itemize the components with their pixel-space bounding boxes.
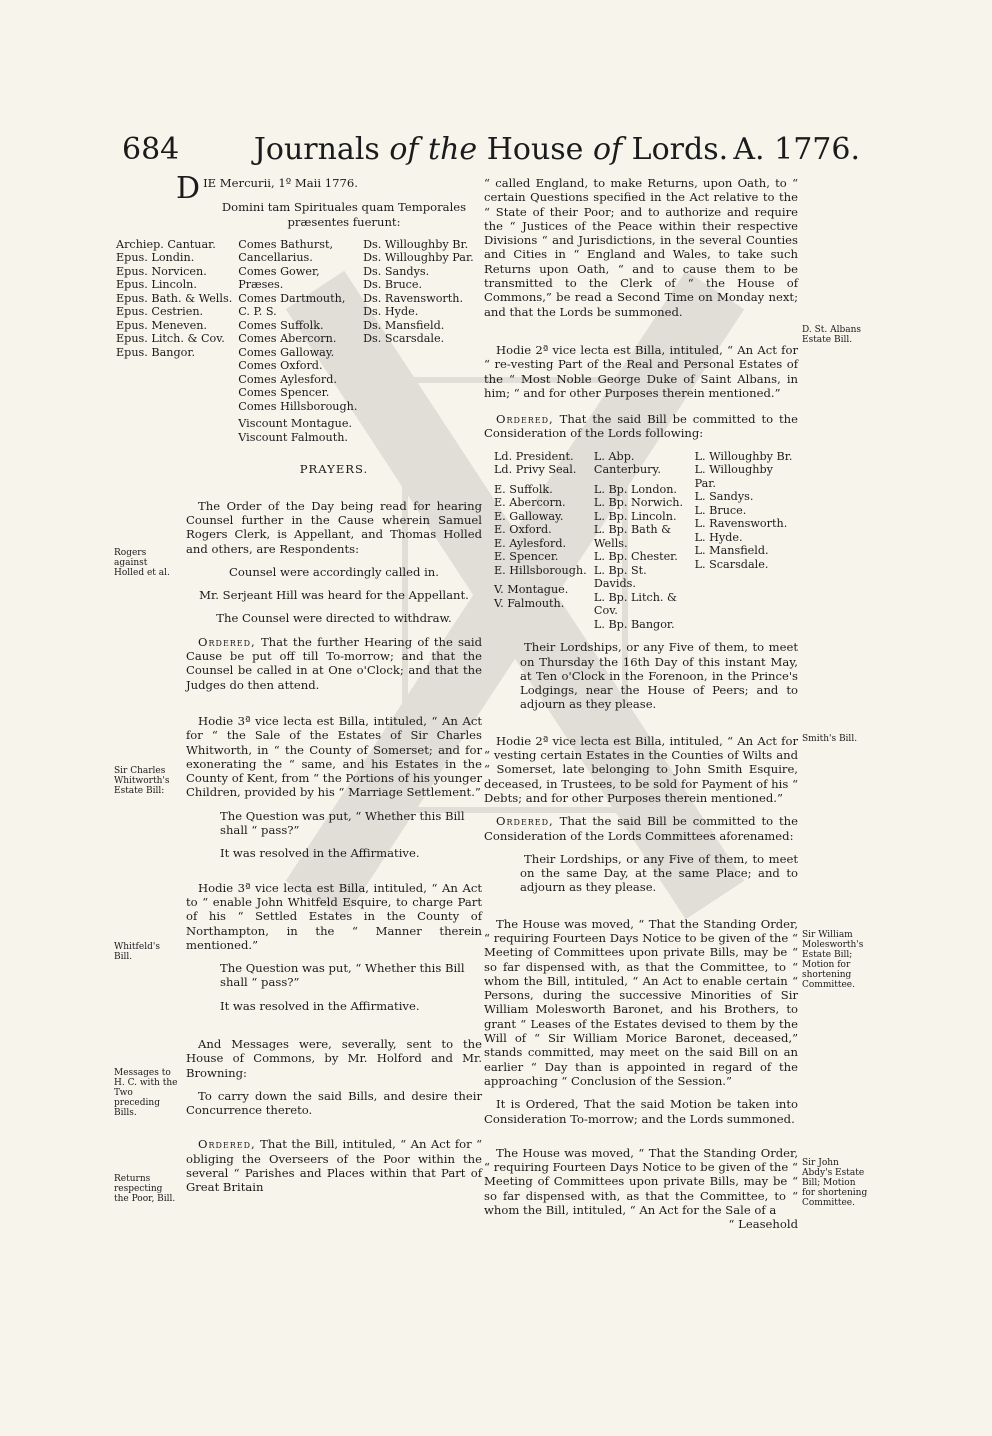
- margin-note: Messages to H. C. with the Two preceding Bills.: [114, 1068, 178, 1118]
- catchword: “ Leasehold: [728, 1217, 798, 1232]
- paragraph: And Messages were, severally, sent to the House of Commons, by Mr. Holford and Mr. Browning:: [186, 1037, 482, 1080]
- paragraph: Hodie 2ª vice lecta est Billa, intituled, “ An Act for “ vesting certain Estates in the Counties of Wilts and “ Somerset, late belonging to John Smith Esquire, deceased, in Trustees, to be sold for Payment of his “ Debts; and for other Purposes therein mentioned.”: [484, 733, 798, 805]
- date-line: IE Mercurii, 1º Maii 1776.: [203, 176, 358, 190]
- paragraph: The Counsel were directed to withdraw.: [216, 611, 452, 626]
- running-header: [122, 132, 860, 172]
- paragraph: Ordered, That the Bill, intituled, “ An Act for “ obliging the Overseers of the Poor within the several “ Parishes and Places within that Part of Great Britain: [186, 1137, 482, 1195]
- paragraph: Hodie 2ª vice lecta est Billa, intituled, “ An Act for “ re-vesting Part of the Real and Personal Estates of the “ Most Noble George Duke of Saint Albans, in him; “ and for other Purposes therein mentioned.”: [484, 342, 798, 400]
- paragraph: Counsel were accordingly called in.: [229, 564, 439, 579]
- paragraph: Their Lordships, or any Five of them, to meet on the same Day, at the same Place; and to adjourn as they please.: [520, 851, 798, 895]
- paragraph: The Order of the Day being read for hearing Counsel further in the Cause wherein Samuel Rogers Clerk, is Appellant, and Thomas Holled and others, are Respondents:: [186, 498, 482, 556]
- paragraph: Ordered, That the said Bill be committed to the Consideration of the Lords Committees aforenamed:: [484, 814, 798, 843]
- margin-note: D. St. Albans Estate Bill.: [802, 325, 862, 345]
- margin-note: Sir William Molesworth's Estate Bill; Motion for shortening Committee.: [802, 930, 864, 990]
- paragraph: It was resolved in the Affirmative.: [220, 846, 420, 861]
- margin-note: Sir Charles Whitworth's Estate Bill:: [114, 766, 170, 796]
- paragraph: Ordered, That the said Bill be committed to the Consideration of the Lords following:: [484, 412, 798, 441]
- paragraph: To carry down the said Bills, and desire their Concurrence thereto.: [186, 1088, 482, 1118]
- paragraph: The House was moved, “ That the Standing Order, “ requiring Fourteen Days Notice to be given of the “ Meeting of Committees upon private Bills, may be “ so far dispensed with, as that the Committee, to “ whom the Bill, intituled, “ An Act to enable certain “ Persons, during the successive Minorities of Sir William Molesworth Baronet, and his Brothers, to grant “ Leases of the Estates devised to them by the Will of “ Sir William Morice Baronet, deceased,” stands committed, may meet on the said Bill on an earlier “ Day than is appointed in regard of the approaching “ Conclusion of the Session.”: [484, 916, 798, 1088]
- paragraph: The Question was put, “ Whether this Bill shall “ pass?”: [220, 808, 465, 838]
- present-heading: Domini tam Spirituales quam Temporales præsentes fuerunt:: [221, 200, 467, 229]
- paragraph: It is Ordered, That the said Motion be taken into Consideration To-morrow; and the Lords summoned.: [484, 1097, 799, 1126]
- year: A. 1776.: [733, 132, 860, 167]
- lords-present-table: Archiep. Cantuar. Epus. Londin. Epus. Norvicen. Epus. Lincoln. Epus. Bath. & Wells. Epus. Cestrien. Epus. Meneven. Epus. Litch. & Cov. Epus. Bangor. Comes Bathurst, Cancellarius. Comes Gower, Præses. Comes Dartmouth, C. P. S. Comes Suffolk. Comes Abercorn. Comes Galloway. Comes Oxford. Comes Aylesford. Comes Spencer. Comes Hillsborough. Viscount Montague. Viscount Falmouth. Ds. Willoughby Br. Ds. Willoughby Par. Ds. Sandys. Ds. Bruce. Ds. Ravensworth. Ds. Hyde. Ds. Mansfield. Ds. Scarsdale.: [116, 237, 474, 444]
- paragraph: Hodie 3ª vice lecta est Billa, intituled, “ An Act for “ the Sale of the Estates of Sir Charles Whitworth, in “ the County of Somerset; and for exonerating the “ same, and his Estates in the County of Kent, from “ the Portions of his younger Children, provided by his “ Marriage Settlement.”: [186, 713, 482, 800]
- committee-table: Ld. President. Ld. Privy Seal. E. Suffolk. E. Abercorn. E. Galloway. E. Oxford. E. Aylesford. E. Spencer. E. Hillsborough. V. Montague. V. Falmouth. L. Abp. Canterbury. L. Bp. London. L. Bp. Norwich. L. Bp. Lincoln. L. Bp. Bath & Wells. L. Bp. Chester. L. Bp. St. Davids. L. Bp. Litch. & Cov. L. Bp. Bangor. L. Willoughby Br. L. Willoughby Par. L. Sandys. L. Bruce. L. Ravensworth. L. Hyde. L. Mansfield. L. Scarsdale.: [494, 449, 793, 631]
- page-number: 684: [122, 132, 180, 167]
- drop-cap: D: [176, 171, 201, 206]
- margin-note: Sir John Abdy's Estate Bill; Motion for shortening Committee.: [802, 1158, 868, 1208]
- journal-title: Journals of the House of Lords.: [253, 132, 729, 167]
- paragraph: “ called England, to make Returns, upon Oath, to “ certain Questions specified in the Act relative to the “ State of their Poor; and to authorize and require the “ Justices of the Peace within their respective Divisions “ and Jurisdictions, in the several Counties and Cities in “ England and Wales, to take such Returns upon Oath, “ and to cause them to be transmitted to the Clerk of “ the House of Commons,” be read a Second Time on Monday next; and that the Lords be summoned.: [484, 176, 798, 319]
- paragraph: Hodie 3ª vice lecta est Billa, intituled, “ An Act to “ enable John Whitfeld Esquire, to charge Part of his “ Settled Estates in the County of Northampton, in the “ Manner therein mentioned.”: [186, 880, 482, 952]
- prayers-heading: PRAYERS.: [299, 462, 369, 477]
- paragraph: Their Lordships, or any Five of them, to meet on Thursday the 16th Day of this instant May, at Ten o'Clock in the Forenoon, in the Prince's Lodgings, near the House of Peers; and to adjourn as they please.: [520, 640, 798, 712]
- margin-note: Whitfeld's Bill.: [114, 942, 160, 962]
- paragraph: Ordered, That the further Hearing of the said Cause be put off till To-morrow; and that the Counsel be called in at One o'Clock; and that the Judges do then attend.: [186, 634, 482, 692]
- paragraph: The House was moved, “ That the Standing Order, “ requiring Fourteen Days Notice to be given of the “ Meeting of Committees upon private Bills, may be “ so far dispensed with, as that the Committee, to “ whom the Bill, intituled, “ An Act for the Sale of a: [484, 1145, 798, 1218]
- paragraph: Mr. Serjeant Hill was heard for the Appellant.: [199, 588, 469, 603]
- margin-note: Rogers against Holled et al.: [114, 548, 170, 578]
- margin-note: Returns respecting the Poor, Bill.: [114, 1174, 176, 1204]
- right-column: [484, 176, 798, 1232]
- paragraph: The Question was put, “ Whether this Bill shall “ pass?”: [220, 961, 465, 990]
- paragraph: It was resolved in the Affirmative.: [220, 998, 420, 1013]
- margin-note: Smith's Bill.: [802, 734, 858, 744]
